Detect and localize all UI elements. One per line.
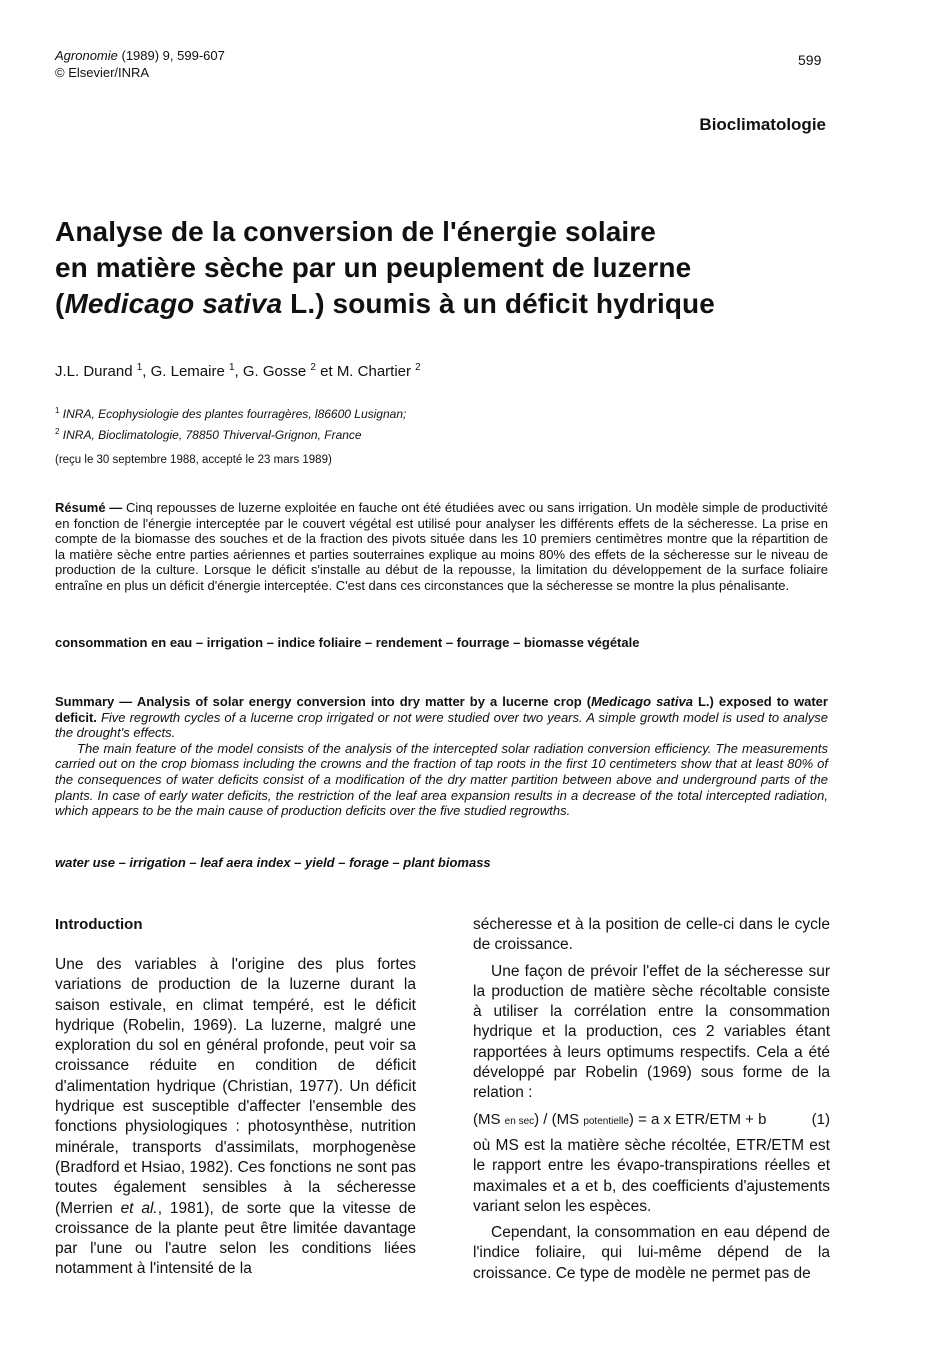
title-line-2: en matière sèche par un peuplement de luzerne: [55, 252, 692, 283]
author-list: [55, 362, 421, 380]
intro-paragraph-4: Cependant, la consommation en eau dépend de l'indice foliaire, qui lui-même dépend de la croissance. Ce type de modèle ne permet pas de: [473, 1224, 830, 1282]
body-column-left: [55, 955, 416, 1280]
affiliation-2-num: 2: [55, 427, 60, 436]
keywords-french: consommation en eau – irrigation – indice foliaire – rendement – fourrage – biomasse végétale: [55, 635, 640, 650]
received-dates: (reçu le 30 septembre 1988, accepté le 23 mars 1989): [55, 454, 332, 466]
publisher: © Elsevier/INRA: [55, 65, 150, 80]
eq-part-b: ) / (MS: [534, 1110, 584, 1128]
intro-paragraph-cont: sécheresse et à la position de celle-ci dans le cycle de croissance.: [473, 916, 830, 954]
journal-name: Agronomie: [55, 48, 118, 63]
intro-text-b: , 1981), de sorte que la vitesse de croissance de la plante peut être limitée davantage par l'une ou l'autre selon les conditions liées notamment à l'intensité de la: [55, 1199, 417, 1278]
journal-details: (1989) 9, 599-607: [117, 48, 225, 63]
summary-heading-species: Medicago sativa: [591, 694, 693, 709]
eq-part-a: (MS: [473, 1110, 505, 1128]
section-heading: Bioclimatologie: [699, 115, 826, 134]
author-1: J.L. Durand: [55, 363, 137, 380]
title-rest: L.) soumis à un déficit hydrique: [282, 288, 715, 319]
journal-citation: [55, 47, 225, 81]
abstract-french: [55, 500, 828, 594]
title-line-1: Analyse de la conversion de l'énergie solaire: [55, 216, 656, 247]
eq-sub-2: potentielle: [583, 1115, 629, 1127]
author-3-affil: 2: [310, 362, 316, 373]
intro-text-a: Une des variables à l'origine des plus fortes variations de production de la luzerne durant la saison estivale, en climat tempéré, est le déficit hydrique (Robelin, 1969). La luzerne, malgré une exploration du sol en général profonde, peut voir sa croissance réduite en condition de déficit d'alimentation hydrique (Christian, 1977). Un déficit hydrique est susceptible d'affecter l'ensemble des fonctions physiologiques : photosynthèse, nutrition minérale, transports d'assimilats, morphogenèse (Bradford et Hsiao, 1982). Ces fonctions ne sont pas toutes également sensibles à la sécheresse (Merrien: [55, 956, 417, 1217]
eq-sub-1: en sec: [504, 1115, 535, 1127]
intro-etal: et al.: [120, 1199, 158, 1217]
introduction-heading: Introduction: [55, 916, 143, 933]
keywords-english: water use – irrigation – leaf aera index – yield – forage – plant biomass: [55, 855, 491, 870]
title-species: Medicago sativa: [64, 288, 283, 319]
intro-paragraph-2: Une façon de prévoir l'effet de la sécheresse sur la production de matière sèche récoltable consiste à utiliser la corrélation entre la consommation hydrique et la production, ces 2 variables étant rapportées à leurs optimums respectifs. Cela a été développé par Robelin (1969) sous forme de la relation :: [473, 962, 830, 1102]
resume-label: Résumé —: [55, 500, 123, 515]
abstract-english: [55, 694, 828, 819]
eq-part-c: ) = a x ETR/ETM + b: [628, 1110, 767, 1128]
author-1-affil: 1: [136, 362, 143, 373]
author-3: , G. Gosse: [234, 363, 311, 380]
affiliation-1: [55, 402, 406, 423]
affiliation-2: [55, 423, 406, 444]
equation-1: [473, 1110, 830, 1132]
summary-heading-2: L.) exposed to water deficit.: [55, 694, 828, 725]
affiliation-1-text: INRA, Ecophysiologie des plantes fourragères, l86600 Lusignan;: [59, 407, 407, 421]
summary-text-1: Five regrowth cycles of a lucerne crop irrigated or not were studied over two years. A simple growth model is used to analyse the drought's effects.: [55, 709, 828, 741]
affiliations: [55, 402, 406, 444]
intro-paragraph-3: où MS est la matière sèche récoltée, ETR/ETM est le rapport entre les évapo-transpirations réelles et maximales et a et b, des coefficients d'ajustements variant selon les espèces.: [473, 1136, 830, 1215]
title-paren: (: [55, 288, 65, 319]
author-2: , G. Lemaire: [142, 363, 229, 380]
author-4-affil: 2: [415, 362, 421, 373]
title-line-3: [55, 286, 875, 322]
affiliation-1-num: 1: [55, 406, 60, 415]
article-title: [55, 214, 875, 322]
author-4: et M. Chartier: [315, 363, 416, 380]
intro-paragraph-1: [55, 955, 416, 1280]
page-number: 599: [798, 52, 822, 68]
summary-text-2: The main feature of the model consists of the analysis of the intercepted solar radiation conversion efficiency. The measurements carried out on the crop biomass including the crowns and the fraction of tap roots in the first 10 centimeters show that at least 80% of the consequences of water deficits consist of a modification of the dry matter partition between above and underground parts of the plants. In case of early water deficits, the restriction of the leaf area expansion results in a decrease of the total intercepted radiation, which appears to be the main cause of production deficits over the five studied regrowths.: [55, 740, 828, 819]
equation-body: [473, 1110, 766, 1132]
affiliation-2-text: INRA, Bioclimatologie, 78850 Thiverval-Grignon, France: [59, 428, 362, 442]
body-column-right: [473, 915, 830, 1284]
summary-heading-1: Summary — Analysis of solar energy conversion into dry matter by a lucerne crop (: [55, 694, 592, 709]
equation-number: (1): [811, 1110, 830, 1128]
author-2-affil: 1: [228, 362, 235, 373]
resume-text: Cinq repousses de luzerne exploitée en fauche ont été étudiées avec ou sans irrigation. Un modèle simple de productivité en fonction de l'énergie interceptée par le couvert végétal est utilisé pour analyser les différents effets de la sécheresse. La prise en compte de la biomasse des souches et de la fraction des pivots située dans les 10 premiers centimètres montre que la répartition de la matière sèche entre parties aériennes et parties souterraines explique au moins 80% des effets de la sécheresse sur le niveau de production de la culture. Lorsque le déficit s'installe au début de la repousse, la limitation du développement de la surface foliaire entraîne en plus un déficit d'énergie interceptée. C'est dans ces circonstances que la sécheresse se montre la plus pénalisante.: [55, 500, 828, 593]
